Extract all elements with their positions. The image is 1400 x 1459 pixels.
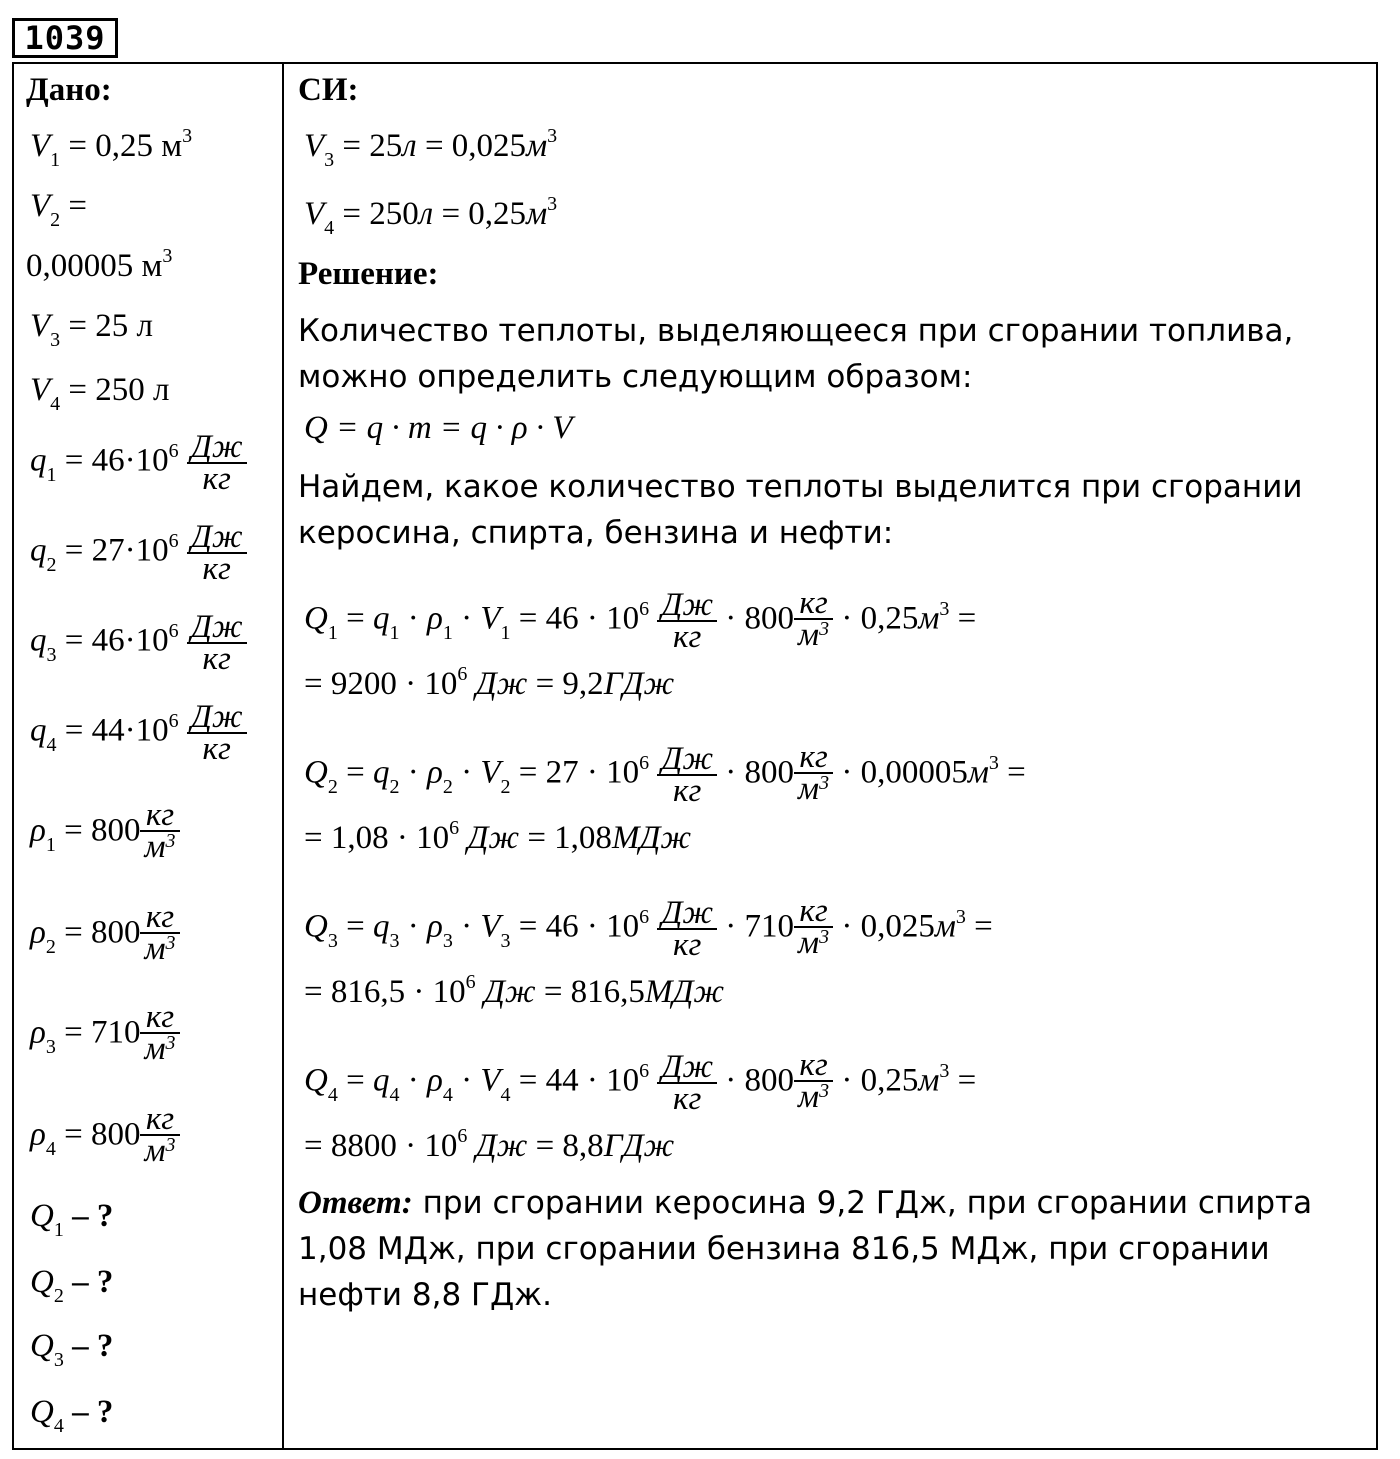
answer-label: Ответ: <box>298 1185 413 1221</box>
given-line-v1: $V_1 = 0,25$ $м^3$ <box>30 125 193 171</box>
calc-q4-result: = $8800 \cdot 10^6$ Дж = 8,8ГДж <box>304 1125 675 1164</box>
general-formula: Q = q · m = q · ρ · V <box>304 410 573 446</box>
solution-intro: Количество теплоты, выделяющееся при сгорании топлива, можно определить следующим образом: <box>298 313 1294 395</box>
solution-heading: Решение: <box>298 256 439 292</box>
calc-q3-result: = $816,5 \cdot 10^6$ Дж = 816,5МДж <box>304 971 725 1010</box>
calc-q2-expr: $Q_2 = q_2 \cdot \rho_2 \cdot V_2 = 27 \cdot 10^6$ $\frac{Дж}{кг}$ · 800 $\frac{кг}{м^3}$ · $0,00005м^3$ = <box>304 739 1026 809</box>
given-line-q2: $q_2 = 27\cdot 10^6$ $\frac{Дж}{кг}$ <box>30 522 247 584</box>
unknown-q3: $Q_3$ – ? <box>30 1328 114 1371</box>
si-heading: СИ: <box>298 72 359 108</box>
unknown-q1: $Q_1$ – ? <box>30 1198 114 1241</box>
answer <box>298 1180 1368 1318</box>
calc-q1-result: = $9200 \cdot 10^6$ Дж = 9,2ГДж <box>304 663 675 702</box>
si-line-v3: $V_3 = 25л = 0,025м^3$ <box>304 125 558 171</box>
si-line-v4: $V_4 = 250л = 0,25м^3$ <box>304 193 558 239</box>
unknown-q4: $Q_4$ – ? <box>30 1394 114 1437</box>
column-divider <box>282 62 284 1450</box>
given-heading: Дано: <box>26 72 112 108</box>
given-line-rho1: $\rho_1 = 800$ $\frac{кг}{м^3}$ <box>30 800 180 866</box>
calc-q4-expr: $Q_4 = q_4 \cdot \rho_4 \cdot V_4 = 44 \cdot 10^6$ $\frac{Дж}{кг}$ · 800 $\frac{кг}{м^3}$ · $0,25м^3$ = <box>304 1047 977 1117</box>
calc-q1-expr: $Q_1 = q_1 \cdot \rho_1 \cdot V_1 = 46 \cdot 10^6$ $\frac{Дж}{кг}$ · 800 $\frac{кг}{м^3}$ · $0,25м^3$ = <box>304 585 977 655</box>
given-line-rho4: $\rho_4 = 800$ $\frac{кг}{м^3}$ <box>30 1104 180 1170</box>
given-line-v3: $V_3 = 25$ л <box>30 308 154 351</box>
given-line-q4: $q_4 = 44\cdot 10^6$ $\frac{Дж}{кг}$ <box>30 702 247 764</box>
answer-text: при сгорании керосина 9,2 ГДж, при сгорании спирта 1,08 МДж, при сгорании бензина 816,5 МДж, при сгорании нефти 8,8 ГДж. <box>298 1185 1313 1313</box>
given-line-q1: $q_1 = 46\cdot 10^6$ $\frac{Дж}{кг}$ <box>30 432 247 494</box>
given-line-rho3: $\rho_3 = 710$ $\frac{кг}{м^3}$ <box>30 1002 180 1068</box>
solution-find: Найдем, какое количество теплоты выделится при сгорании керосина, спирта, бензина и нефти: <box>298 469 1303 551</box>
given-line-v2: $V_2$ = <box>30 188 88 231</box>
given-line-rho2: $\rho_2 = 800$ $\frac{кг}{м^3}$ <box>30 902 180 968</box>
given-line-v2-value: 0,00005 $м^3$ <box>26 245 173 284</box>
calc-q2-result: = $1,08 \cdot 10^6$ Дж = 1,08МДж <box>304 817 692 856</box>
problem-number: 1039 <box>12 18 118 58</box>
unknown-q2: $Q_2$ – ? <box>30 1264 114 1307</box>
given-line-q3: $q_3 = 46\cdot 10^6$ $\frac{Дж}{кг}$ <box>30 612 247 674</box>
given-line-v4: $V_4 = 250$ л <box>30 372 170 415</box>
calc-q3-expr: $Q_3 = q_3 \cdot \rho_3 \cdot V_3 = 46 \cdot 10^6$ $\frac{Дж}{кг}$ · 710 $\frac{кг}{м^3}$ · $0,025м^3$ = <box>304 893 993 963</box>
